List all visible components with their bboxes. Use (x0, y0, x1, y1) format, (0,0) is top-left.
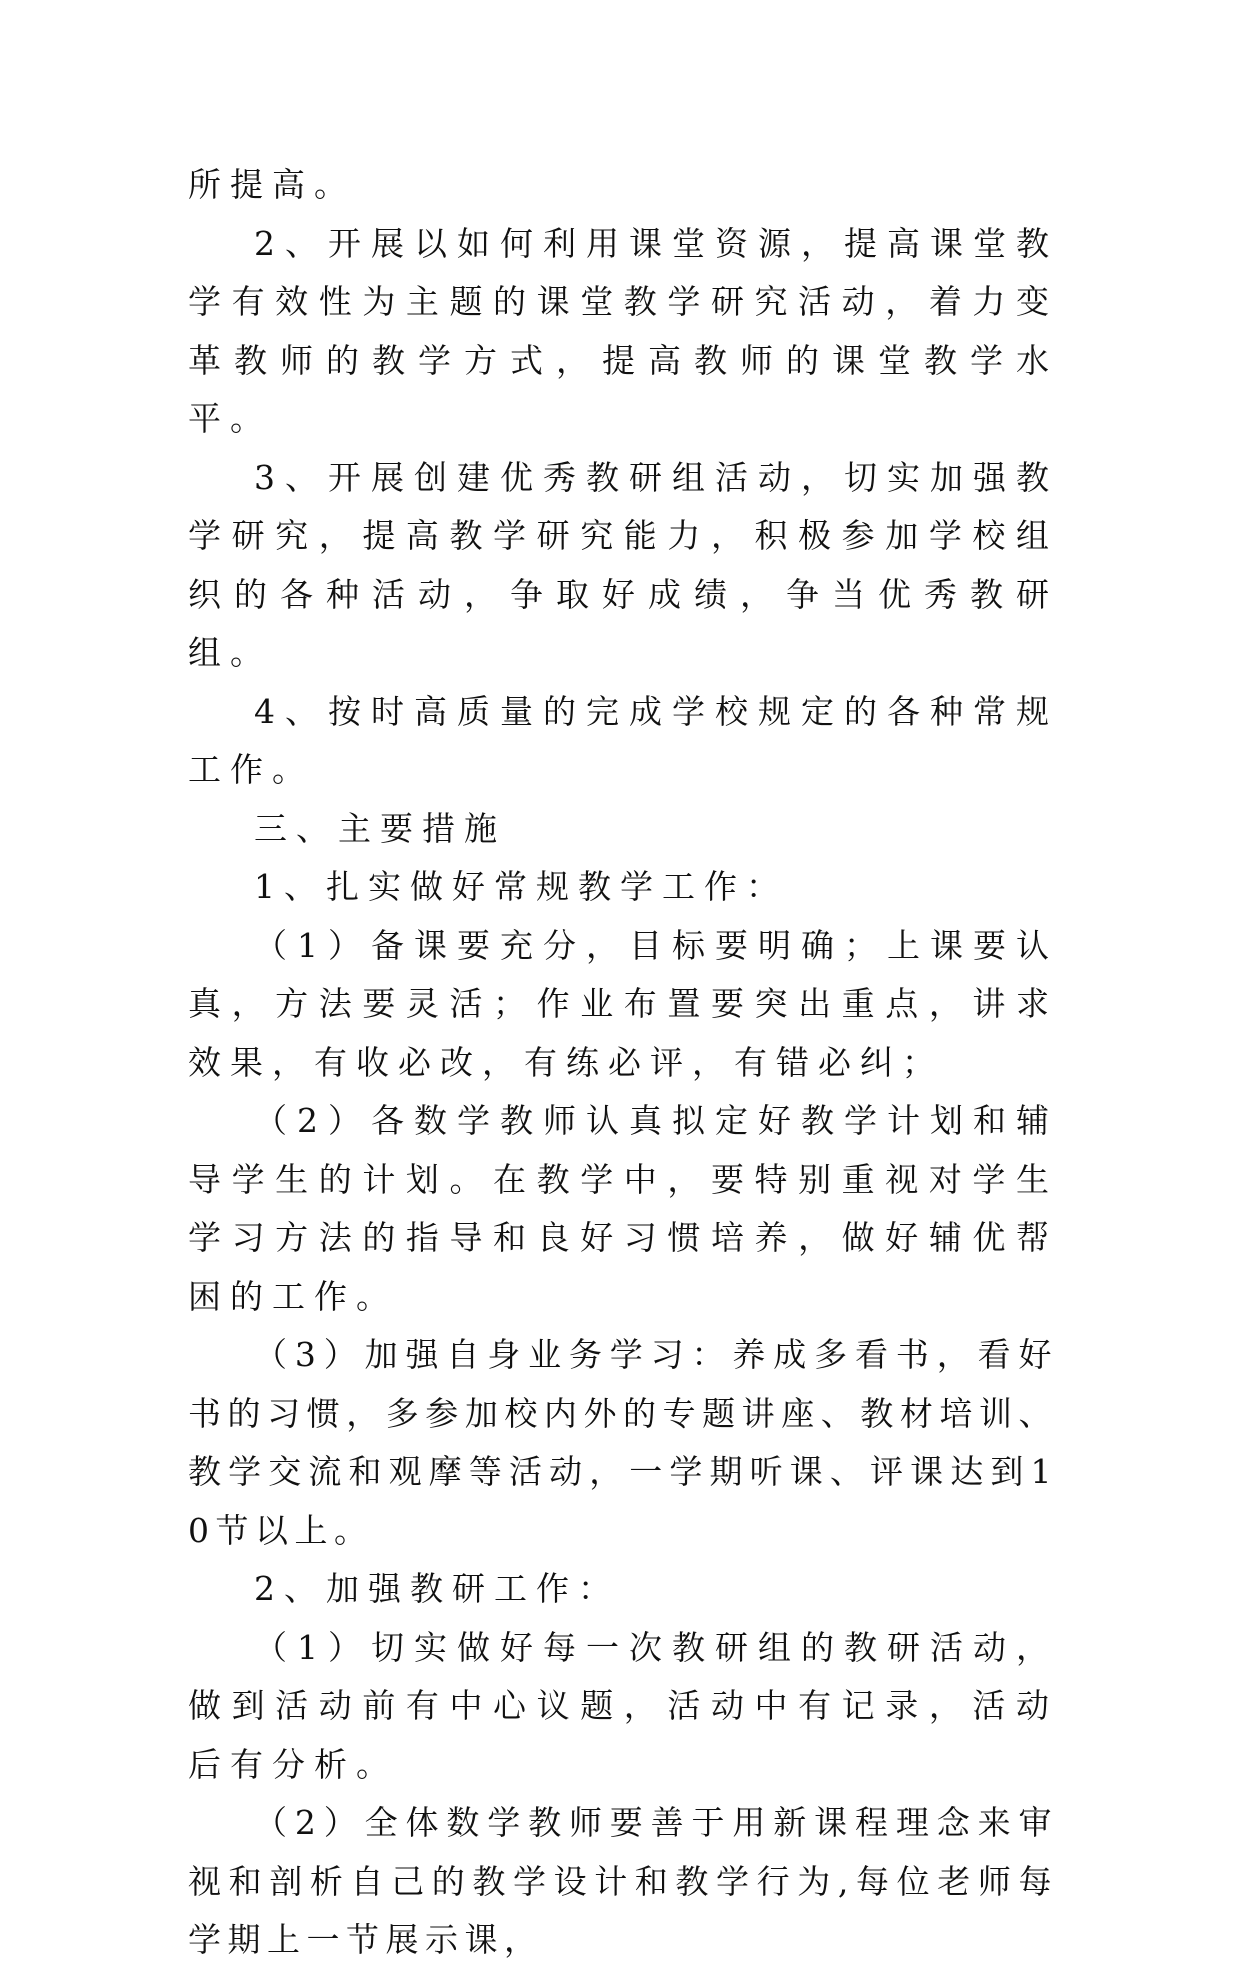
paragraph-goal-3: 3、开展创建优秀教研组活动，切实加强教学研究，提高教学研究能力，积极参加学校组织的各种活动，争取好成绩，争当优秀教研组。 (188, 457, 1058, 672)
paragraph-measure-2-item-1: （1）切实做好每一次教研组的教研活动，做到活动前有中心议题，活动中有记录，活动后有分析。 (188, 1627, 1058, 1784)
paragraph-measure-1: 1、扎实做好常规教学工作： (254, 867, 788, 906)
document-body (188, 156, 1058, 1970)
paragraph-measure-1-item-2: （2）各数学教师认真拟定好教学计划和辅导学生的计划。在教学中，要特别重视对学生学习方法的指导和良好习惯培养，做好辅优帮困的工作。 (188, 1101, 1058, 1316)
paragraph-goal-2: 2、开展以如何利用课堂资源，提高课堂教学有效性为主题的课堂教学研究活动，着力变革教师的教学方式，提高教师的课堂教学水平。 (188, 223, 1058, 438)
paragraph-measure-1-item-1: （1）备课要充分，目标要明确；上课要认真，方法要灵活；作业布置要突出重点，讲求效果，有收必改，有练必评，有错必纠； (188, 925, 1058, 1082)
paragraph-measure-1-item-3: （3）加强自身业务学习：养成多看书，看好书的习惯，多参加校内外的专题讲座、教材培训、教学交流和观摩等活动，一学期听课、评课达到10节以上。 (188, 1335, 1058, 1550)
paragraph-goal-4: 4、按时高质量的完成学校规定的各种常规工作。 (188, 691, 1058, 789)
paragraph-continuation: 所提高。 (188, 165, 356, 204)
section-heading-measures: 三、主要措施 (254, 808, 506, 848)
paragraph-measure-2-item-2: （2）全体数学教师要善于用新课程理念来审视和剖析自己的教学设计和教学行为,每位老师每学期上一节展示课， (188, 1803, 1058, 1959)
paragraph-measure-2: 2、加强教研工作： (254, 1569, 620, 1608)
